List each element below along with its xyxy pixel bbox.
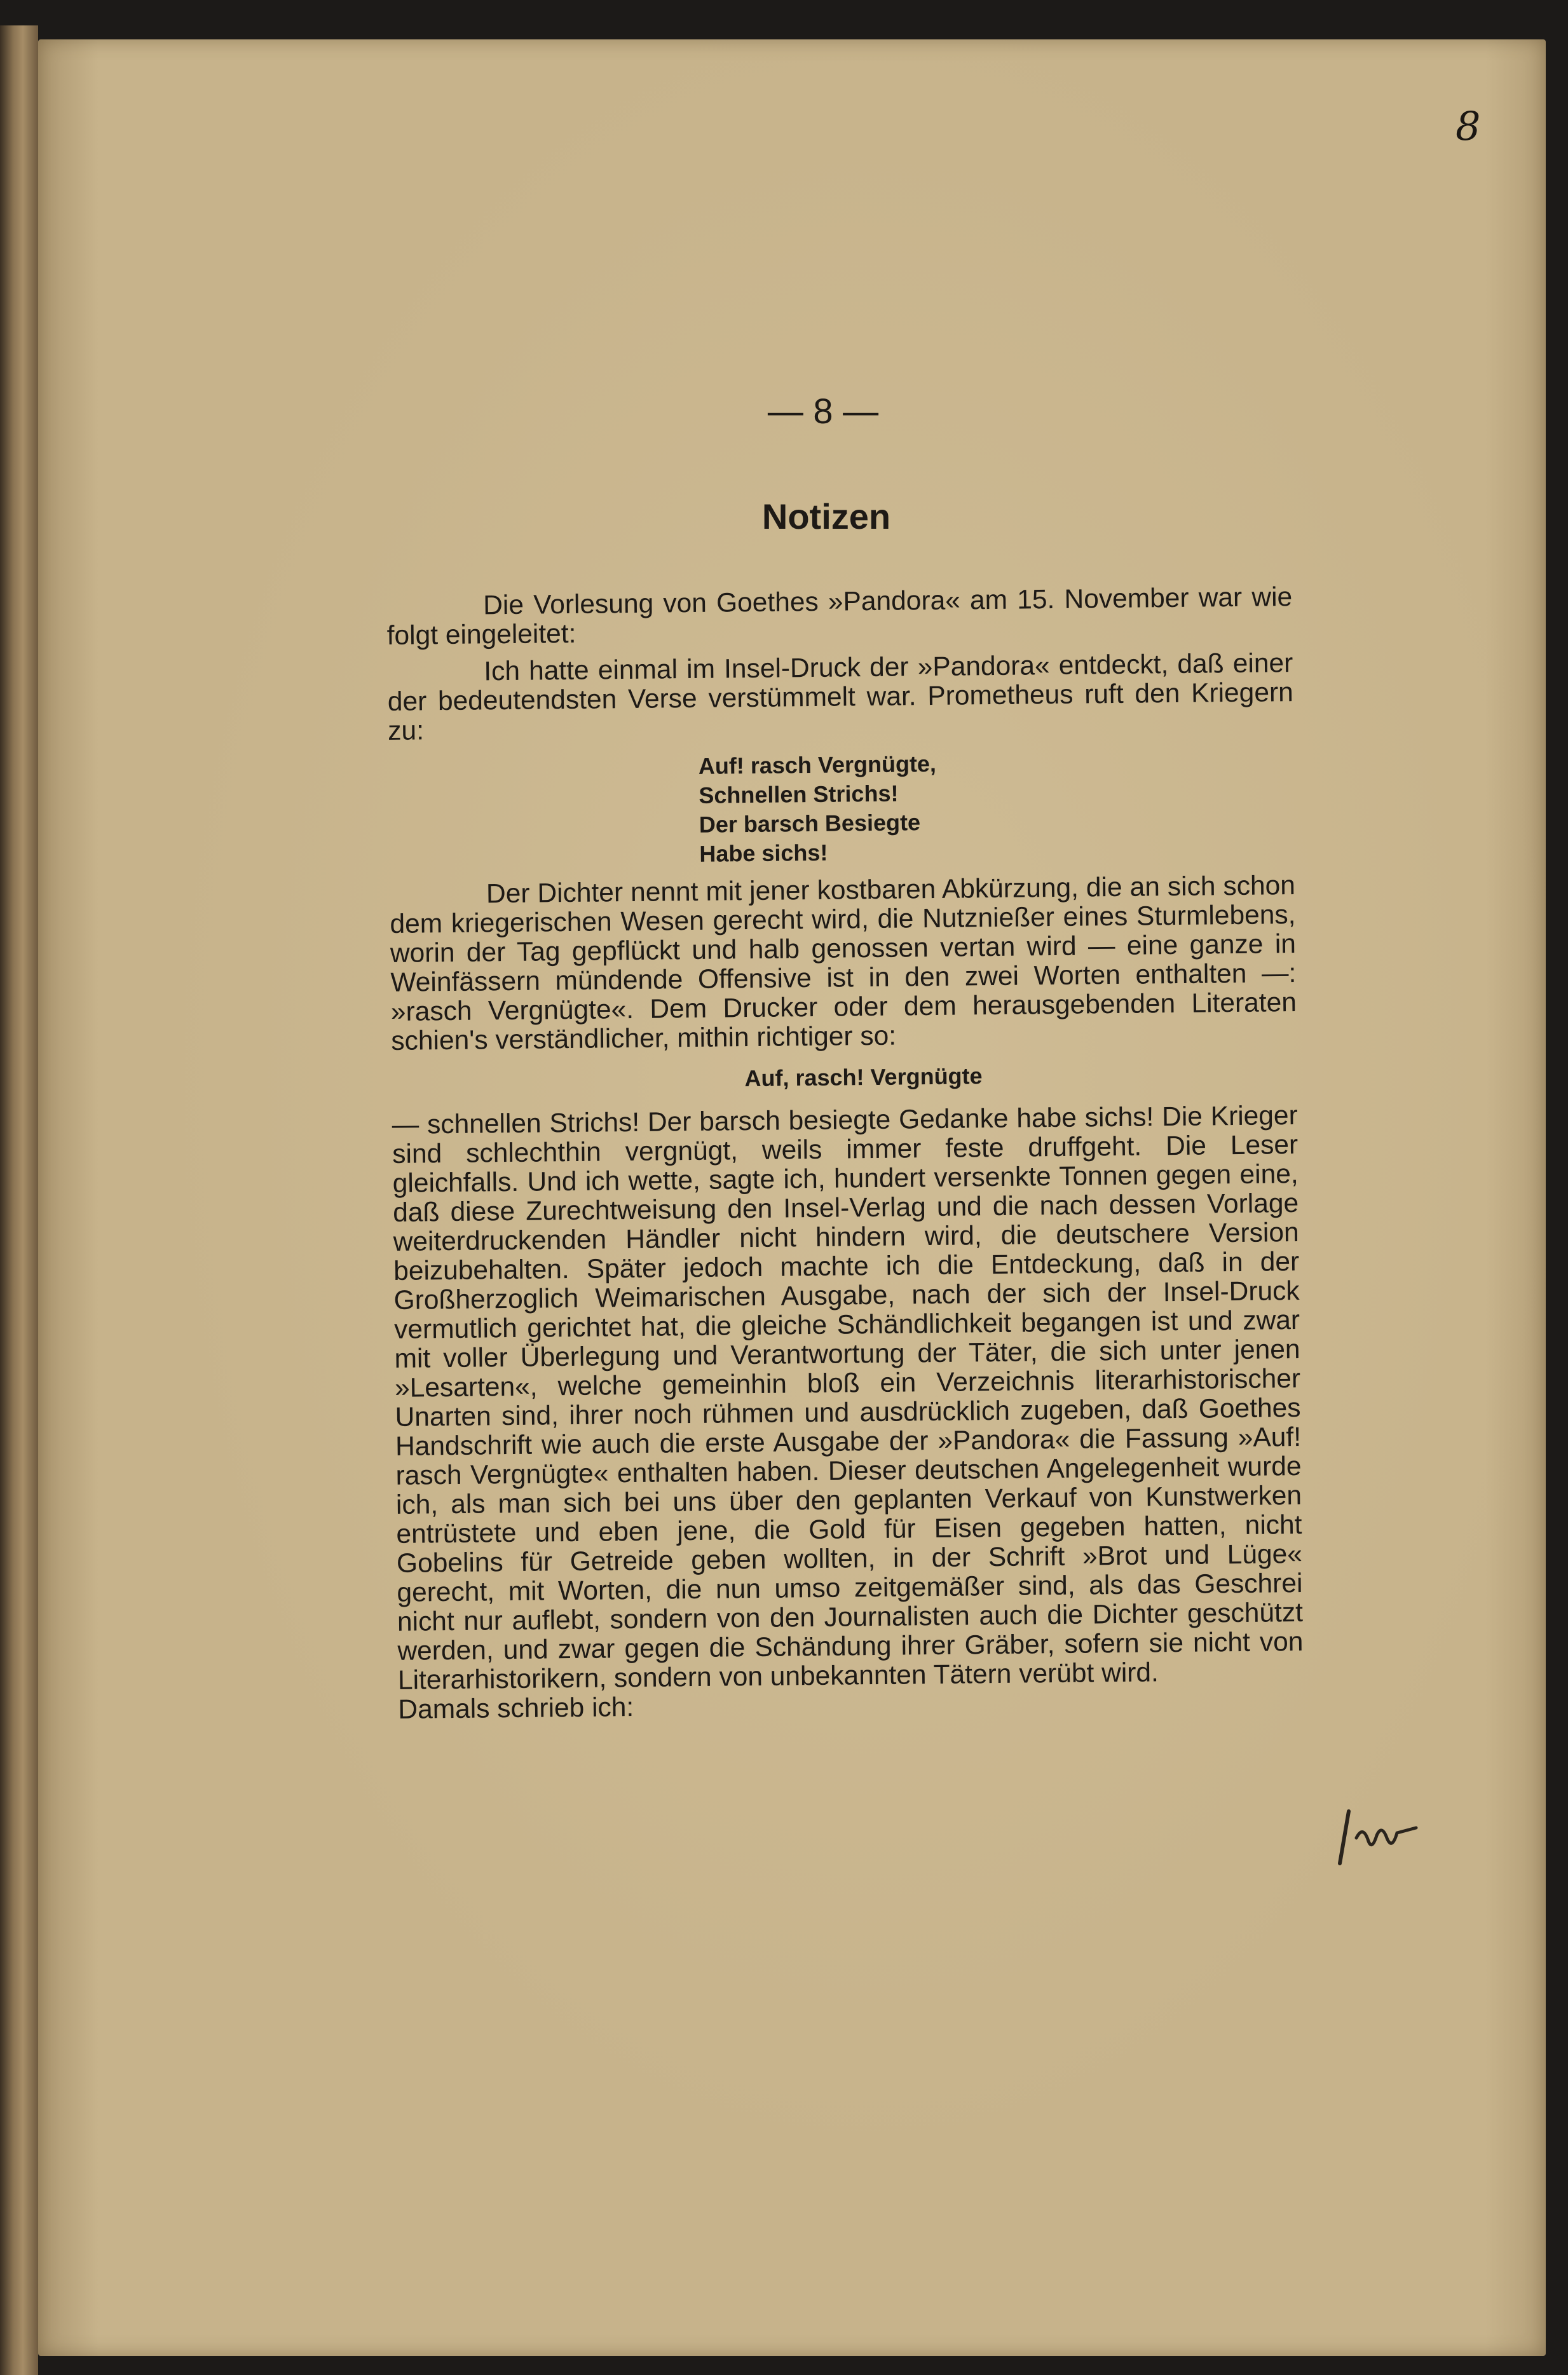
handwritten-page-number: 8 [1456, 103, 1481, 149]
book-binding [0, 25, 38, 2375]
verse-line: Auf! rasch Vergnügte, [698, 750, 937, 779]
handwritten-margin-mark [1335, 1800, 1430, 1870]
body-text [386, 583, 1304, 1725]
paragraph-closing: Damals schrieb ich: [398, 1692, 634, 1725]
verse-line: Der barsch Besiegte [699, 809, 921, 838]
verse-misprint: Auf, rasch! Vergnügte [744, 1063, 983, 1092]
paper-page [38, 39, 1546, 2356]
paragraph-commentary: Der Dichter nennt mit jener kostbaren Abkürzung, die an sich schon dem kriegerischen Wesen gerecht wird, die Nutznießer eines Sturmlebens, worin der Tag gepflückt und halb genossen vertan wird — eine ganze in Weinfässern mündende Offensive ist in den zwei Worten enthalten —: »rasch Vergnügte«. Dem Drucker oder dem herausgebenden Literaten schien's verständlicher, mithin richtiger so: [390, 871, 1297, 1056]
verse-quote [699, 745, 1295, 869]
printed-page-number: — 8 — [767, 391, 879, 431]
paragraph-main: — schnellen Strichs! Der barsch besiegte Gedanke habe sichs! Die Krieger sind schlechthin vergnügt, weils immer feste druffgeht. Die Leser gleichfalls. Und ich wette, sagte ich, hundert versenkte Tonnen gegen eine, daß diese Zurechtweisung den Insel-Verlag und die nach dessen Vorlage weiterdruckenden Händler nicht hindern wird, die deutschere Version beizubehalten. Später jedoch machte ich die Entdeckung, daß in der Großherzoglich Weimarischen Ausgabe, nach der sich der Insel-Druck vermutlich gerichtet hat, die gleiche Schändlichkeit begangen ist und zwar mit voller Überlegung und Verantwortung der Täter, die sich unter jenen »Lesarten«, welche gemeinhin bloß ein Verzeichnis literarhistorischer Unarten sind, ihrer noch rühmen und ausdrücklich zugeben, daß Goethes Handschrift wie auch die erste Ausgabe der »Pandora« die Fassung »Auf! rasch Vergnügte« enthalten haben. Dieser deutschen Angelegenheit wurde ich, als man sich bei uns über den geplanten Verkauf von Kunstwerken entrüstete und eben jene, die Gold für Eisen gegeben hatten, nicht Gobelins für Getreide geben wollten, in der Schrift »Brot und Lüge« gerecht, mit Worten, die nun umso zeitgemäßer sind, als das Geschrei nicht nur auflebt, sondern von den Journalisten auch die Dichter geschützt werden, und zwar gegen die Schändung ihrer Gräber, sofern sie nicht von Literarhistorikern, sondern von unbekannten Tätern verübt wird. [392, 1101, 1304, 1696]
paragraph-intro: Die Vorlesung von Goethes »Pandora« am 15. November war wie folgt eingeleitet: [386, 582, 1293, 651]
verse-line: Schnellen Strichs! [699, 780, 899, 808]
section-title: Notizen [761, 496, 891, 536]
paragraph-discovery: Ich hatte einmal im Insel-Druck der »Pandora« entdeckt, daß einer der bedeutendsten Verse verstümmelt war. Prometheus ruft den Kriegern zu: [387, 648, 1293, 746]
verse-line: Habe sichs! [699, 839, 828, 867]
